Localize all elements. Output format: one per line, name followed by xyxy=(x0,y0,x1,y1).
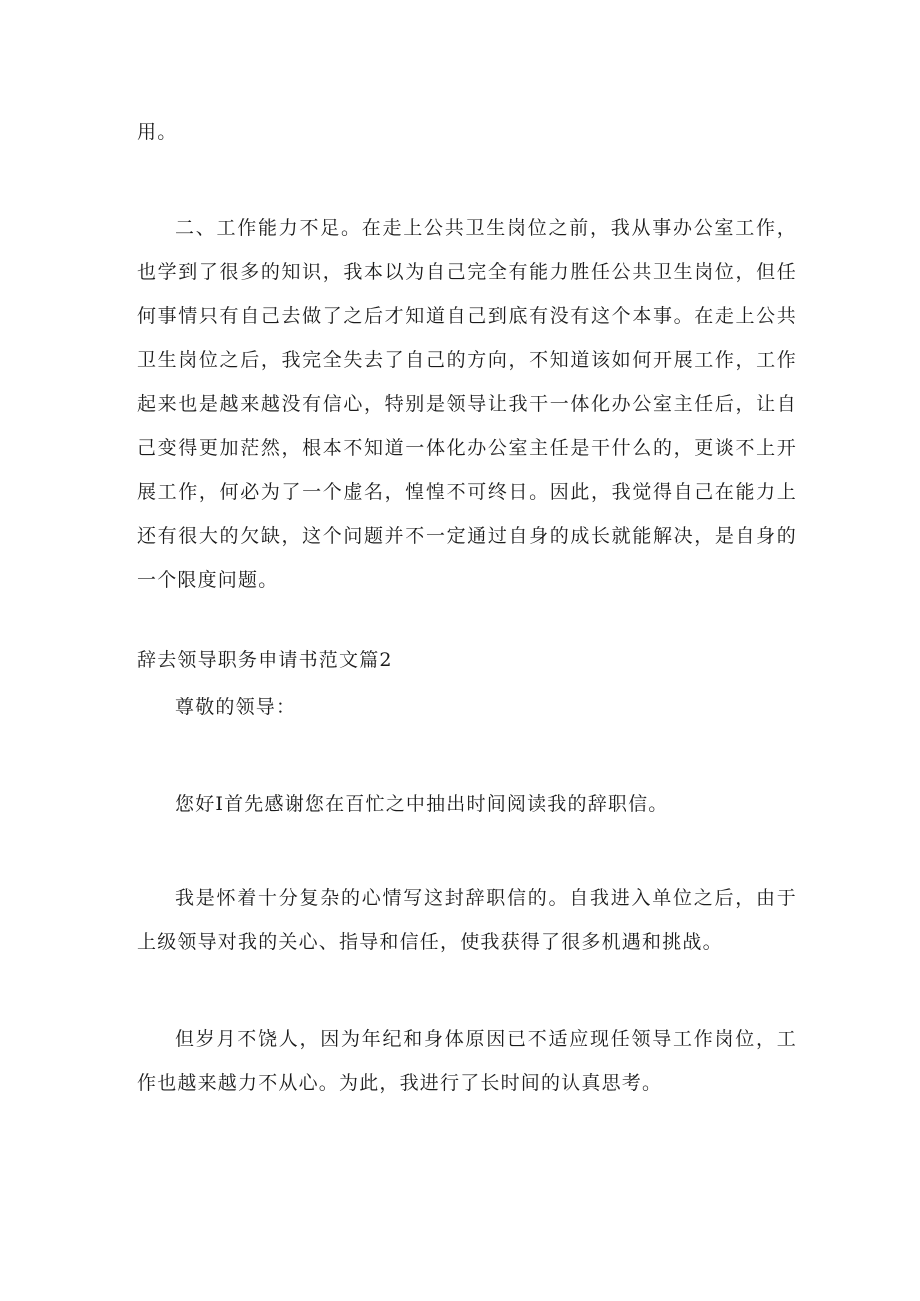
paragraph-greeting: 您好I首先感谢您在百忙之中抽出时间阅读我的辞职信。 xyxy=(175,793,669,815)
paragraph-work-ability: 二、工作能力不足。在走上公共卫生岗位之前，我从事办公室工作，也学到了很多的知识，我本以为自己完全有能力胜任公共卫生岗位，但任何事情只有自己去做了之后才知道自己到底有没有这个本事。在走上公共卫生岗位之后，我完全失去了自己的方向，不知道该如何开展工作，工作起来也是越来越没有信心，特别是领导让我干一体化办公室主任后，让自己变得更加茫然，根本不知道一体化办公室主任是干什么的，更谈不上开展工作，何必为了一个虚名，惶惶不可终日。因此，我觉得自己在能力上还有很大的欠缺，这个问题并不一定通过自身的成长就能解决，是自身的一个限度问题。 xyxy=(137,217,797,591)
paragraph-feelings: 我是怀着十分复杂的心情写这封辞职信的。自我进入单位之后，由于上级领导对我的关心、指导和信任，使我获得了很多机遇和挑战。 xyxy=(137,887,797,953)
paragraph-continuation: 用。 xyxy=(137,121,178,143)
section-heading: 辞去领导职务申请书范文篇2 xyxy=(137,649,393,671)
paragraph-reason: 但岁月不饶人，因为年纪和身体原因已不适应现任领导工作岗位，工作也越来越力不从心。为此，我进行了长时间的认真思考。 xyxy=(137,1028,797,1094)
salutation: 尊敬的领导： xyxy=(175,696,297,718)
